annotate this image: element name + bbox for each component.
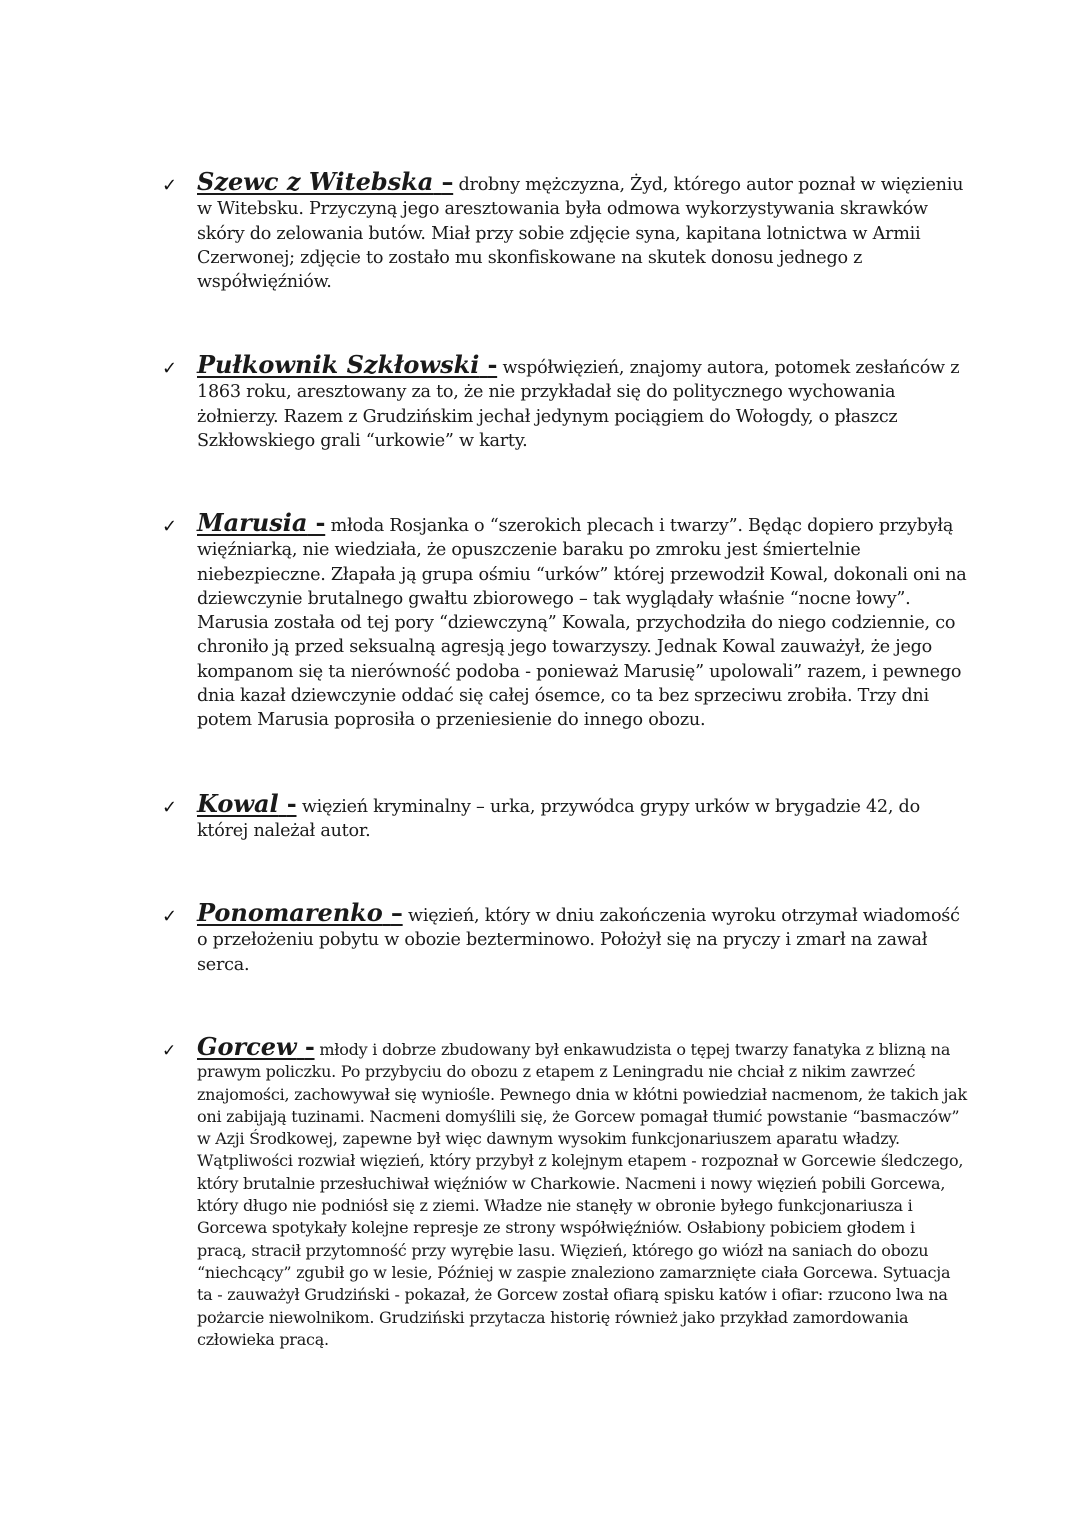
checkmark-icon: ✓: [162, 358, 178, 379]
name-separator: -: [304, 1032, 315, 1061]
character-name: Marusia: [197, 508, 308, 537]
character-description: drobny mężczyzna, Żyd, którego autor poznał w więzieniu w Witebsku. Przyczyną jego aresztowania była odmowa wykorzystywania skrawków skóry do zelowania butów. Miał przy sobie zdjęcie syna, kapitana lotnictwa w Armii Czerwonej; zdjęcie to zostało mu skonfiskowane na skutek donosu jednego z współwięźniów.: [197, 175, 964, 293]
name-separator: -: [315, 508, 326, 537]
character-name: Kowal: [197, 789, 279, 818]
name-separator: -: [286, 789, 297, 818]
name-separator: –: [441, 167, 454, 196]
checkmark-icon: ✓: [162, 175, 178, 196]
character-name: Ponomarenko: [197, 898, 383, 927]
checkmark-icon: ✓: [162, 1041, 177, 1061]
character-description: więzień, który w dniu zakończenia wyroku otrzymał wiadomość o przełożeniu pobytu w obozie bezterminowo. Położył się na pryczy i zmarł na zawał serca.: [197, 906, 960, 975]
character-name: Szewc z Witebska: [197, 167, 434, 196]
character-description: młody i dobrze zbudowany był enkawudzista o tępej twarzy fanatyka z blizną na prawym policzku. Po przybyciu do obozu z etapem z Leningradu nie chciał z nikim zawrzeć znajomości, zachowywał się wyniośle. Pewnego dnia w kłótni powiedział nacmenom, że takich jak oni zabijają tuzinami. Nacmeni domyślili się, że Gorcew pomagał tłumić powstanie “basmaczów” w Azji Środkowej, zapewne był więc dawnym wysokim funkcjonariuszem aparatu władzy. Wątpliwości rozwiał więzień, który przybył z kolejnym etapem - rozpoznał w Gorcewie śledczego, który brutalnie przesłuchiwał więźniów w Charkowie. Nacmeni i nowy więzień pobili Gorcewa, który długo nie podniósł się z ziemi. Władze nie stanęły w obronie byłego funkcjonariusza i Gorcewa spotykały kolejne represje ze strony współwięźniów. Osłabiony pobiciem głodem i pracą, stracił przytomność przy wyrębie lasu. Więzień, którego go wiózł na saniach do obozu “niechcący” zgubił go w lesie, Później w zaspie znaleziono zamarznięte ciała Gorcewa. Sytuacja ta - zauważył Grudziński - pokazał, że Gorcew został ofiarą spisku katów i ofiar: rzucono lwa na pożarcie niewolnikom. Grudziński przytacza historię również jako przykład zamordowania człowieka pracą.: [197, 1040, 967, 1349]
character-name: Pułkownik Szkłowski: [197, 350, 480, 379]
checkmark-icon: ✓: [162, 797, 178, 818]
character-description: więzień kryminalny – urka, przywódca grypy urków w brygadzie 42, do której należał autor.: [197, 797, 920, 842]
name-separator: –: [390, 898, 403, 927]
checkmark-icon: ✓: [162, 516, 178, 537]
checkmark-icon: ✓: [162, 906, 178, 927]
character-description: młoda Rosjanka o “szerokich plecach i twarzy”. Będąc dopiero przybyłą więźniarką, nie wiedziała, że opuszczenie baraku po zmroku jest śmiertelnie niebezpieczne. Złapała ją grupa ośmiu “urków” której przewodził Kowal, dokonali oni na dziewczynie brutalnego gwałtu zbiorowego – tak wyglądały właśnie “nocne łowy”. Marusia została od tej pory “dziewczyną” Kowala, przychodziła do niego codziennie, co chroniło ją przed seksualną agresją jego towarzyszy. Jednak Kowal zauważył, że jego kompanom się ta nierówność podoba - ponieważ Marusię” upolowali” razem, i pewnego dnia kazał dziewczynie oddać się całej ósemce, co ta bez sprzeciwu zrobiła. Trzy dni potem Marusia poprosiła o przeniesienie do innego obozu.: [197, 516, 967, 731]
character-name: Gorcew: [197, 1032, 297, 1061]
name-separator: -: [487, 350, 498, 379]
character-description: współwięzień, znajomy autora, potomek zesłańców z 1863 roku, aresztowany za to, że nie przykładał się do politycznego wychowania żołnierzy. Razem z Grudzińskim jechał jedynym pociągiem do Wołogdy, o płaszcz Szkłowskiego grali “urkowie” w karty.: [197, 358, 960, 451]
